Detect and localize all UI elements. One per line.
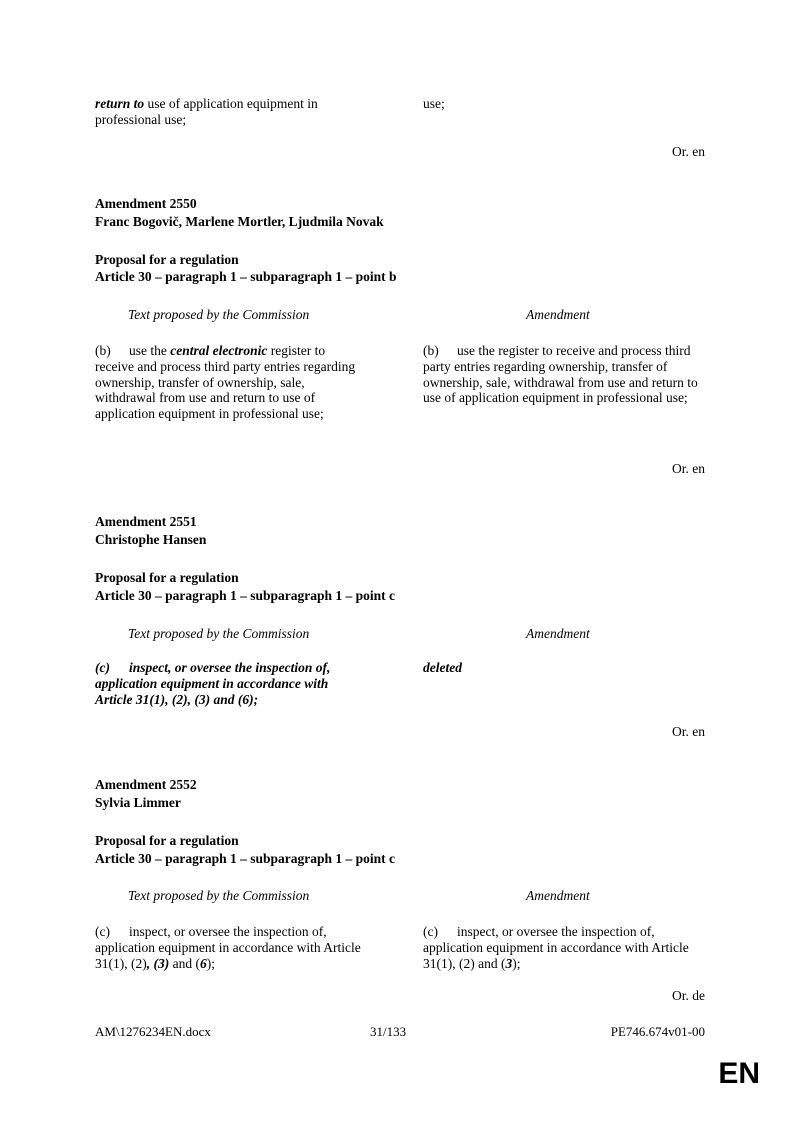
deleted-emphasis: , (3) [146,955,170,971]
amendment-number: Amendment 2550 [95,196,197,211]
origin-language: Or. en [672,461,705,476]
origin-language: Or. en [672,144,705,159]
column-heading-commission: Text proposed by the Commission [128,307,310,322]
point-label: (c) [95,660,110,675]
origin-language: Or. de [672,988,705,1003]
commission-text [95,343,367,422]
point-label: (b) [423,343,439,358]
text-segment: inspect, or oversee the inspection of, application equipment in accordance with Article 31(1), (2) and ( [423,924,689,971]
language-code: EN [718,1057,760,1090]
amendment-text [423,924,708,971]
added-emphasis: 3 [505,955,513,971]
amendment-number: Amendment 2552 [95,777,197,792]
article-reference: Article 30 – paragraph 1 – subparagraph 1 – point c [95,851,396,866]
proposal-title: Proposal for a regulation [95,570,239,585]
commission-text [95,660,367,707]
column-heading-amendment: Amendment [526,888,590,903]
point-label: (c) [95,924,110,939]
continuation-right-text: use; [423,96,445,111]
continuation-emphasis: return to [95,96,145,111]
amendment-number: Amendment 2551 [95,514,197,529]
footer-page-number: 31/133 [370,1024,407,1039]
text-segment: inspect, or oversee the inspection of, application equipment in accordance with Article 31(1), (2) [95,924,361,971]
amendment-authors: Sylvia Limmer [95,795,181,810]
proposal-title: Proposal for a regulation [95,252,239,267]
proposal-title: Proposal for a regulation [95,833,239,848]
text-segment: register to receive and process third party entries regarding ownership, transfer of ownership, sale, withdrawal from use and return to use of application equipment in professional use; [95,343,356,422]
amendment-text-deleted: deleted [423,660,462,675]
amendment-text [423,343,708,406]
article-reference: Article 30 – paragraph 1 – subparagraph 1 – point c [95,588,396,603]
origin-language: Or. en [672,724,705,739]
text-segment: and ( [169,955,200,971]
deleted-emphasis: central electronic [170,343,268,358]
amendment-authors: Christophe Hansen [95,532,207,547]
text-segment: use the [129,343,171,358]
text-segment: ); [512,955,521,971]
column-heading-commission: Text proposed by the Commission [128,888,310,903]
column-heading-commission: Text proposed by the Commission [128,626,310,641]
footer-pe-reference: PE746.674v01-00 [610,1024,705,1039]
deleted-emphasis: 6 [199,955,207,971]
point-label: (c) [423,924,438,939]
continuation-left-text [95,96,367,128]
amendment-authors: Franc Bogovič, Marlene Mortler, Ljudmila Novak [95,214,384,229]
text-segment: use the register to receive and process third party entries regarding ownership, transfer of ownership, sale, withdrawal from use and return to use of application equipment in professional use; [423,343,698,406]
commission-text [95,924,367,971]
continuation-body: use of application equipment in professional use; [95,96,318,127]
point-label: (b) [95,343,111,358]
article-reference: Article 30 – paragraph 1 – subparagraph 1 – point b [95,269,397,284]
text-segment: inspect, or oversee the inspection of, application equipment in accordance with Article 31(1), (2), (3) and (6); [95,660,331,707]
column-heading-amendment: Amendment [526,626,590,641]
footer-doc-reference: AM\1276234EN.docx [95,1024,211,1039]
text-segment: ); [206,955,215,971]
column-heading-amendment: Amendment [526,307,590,322]
